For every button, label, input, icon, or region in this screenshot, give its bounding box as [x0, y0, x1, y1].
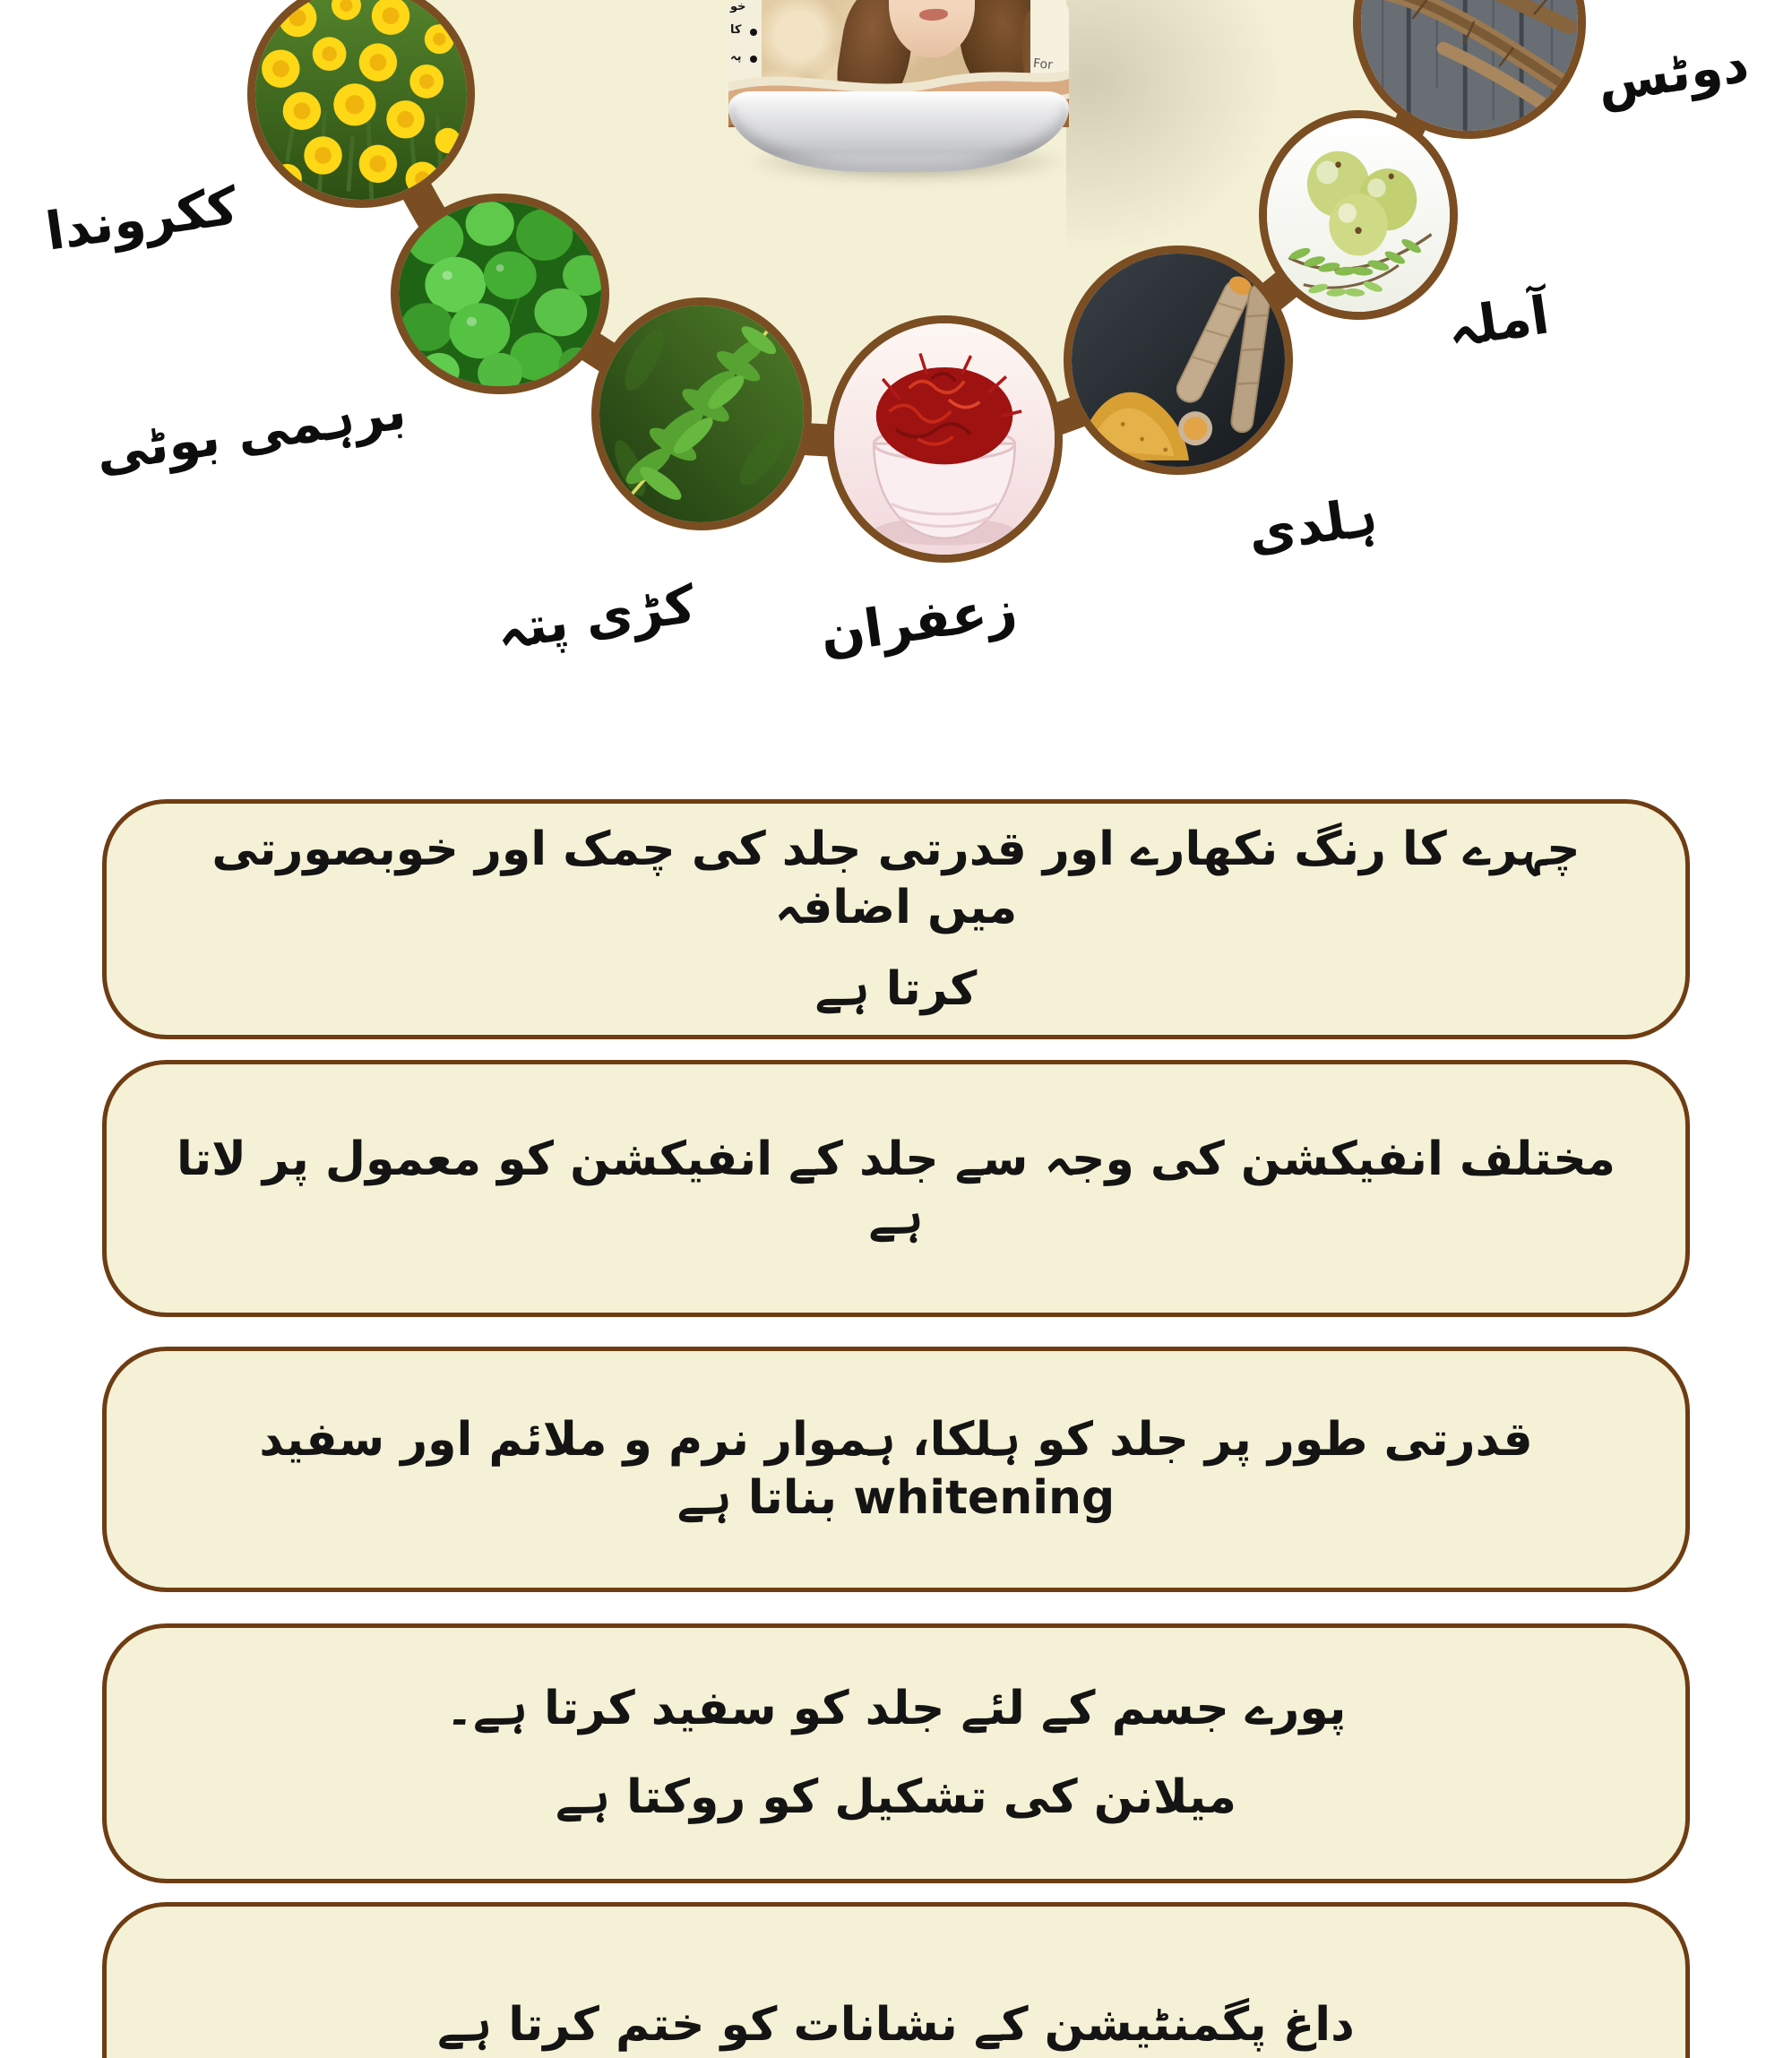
ingredient-label-dandelion: ککروندا	[41, 175, 242, 263]
benefit-text: مختلف انفیکشن کی وجہ سے جلد کے انفیکشن کو معمول پر لاتا ہے	[177, 1132, 1615, 1244]
benefit-box-5	[102, 1902, 1690, 2058]
benefit-text: پورے جسم کے لئے جلد کو سفید کرتا ہے۔	[445, 1682, 1347, 1735]
bottle-side-text: For	[1032, 56, 1054, 73]
benefit-box-2	[102, 1060, 1690, 1317]
label-fragment: کا	[730, 23, 742, 37]
ingredient-label-turmeric: ہلدی	[1244, 486, 1382, 564]
benefit-text: داغ پگمنٹیشن کے نشانات کو ختم کرتا ہے	[437, 1998, 1355, 2052]
benefit-box-3	[102, 1347, 1690, 1592]
ingredient-photo-gotu-kola	[391, 194, 609, 394]
ingredient-label-saffron: زعفران	[816, 578, 1021, 666]
bottle-base	[728, 91, 1069, 172]
product-bottle	[728, 0, 1069, 179]
ingredient-label-curry-leaf: کڑی پتہ	[493, 573, 699, 662]
benefit-text: کرتا ہے	[814, 961, 978, 1016]
label-fragment: پہ	[730, 50, 742, 64]
ingredient-photo-curry-leaves	[591, 297, 812, 530]
ingredient-photo-amla	[1259, 110, 1458, 320]
bullet-dot-icon	[750, 29, 757, 36]
benefit-text: قدرتی طور پر جلد کو ہلکا، ہموار نرم و ملائم اور سفید whitening بناتا ہے	[259, 1413, 1533, 1525]
ingredient-photo-turmeric	[1064, 245, 1293, 475]
benefit-text: چہرے کا رنگ نکھارے اور قدرتی جلد کی چمک اور خوبصورتی میں اضافہ	[211, 822, 1581, 934]
benefit-box-1	[102, 799, 1690, 1039]
label-fragment: خو	[730, 0, 746, 13]
ingredient-photo-saffron	[826, 315, 1063, 563]
benefit-text: میلانن کی تشکیل کو روکتا ہے	[556, 1770, 1236, 1824]
ingredient-label-amla: آملہ	[1443, 284, 1553, 359]
benefit-box-4	[102, 1623, 1690, 1883]
hero-section	[0, 0, 1792, 797]
ingredient-label-roots: دوٹس	[1593, 32, 1753, 115]
ingredient-label-brahmi: برہمی بوٹی	[91, 380, 410, 484]
